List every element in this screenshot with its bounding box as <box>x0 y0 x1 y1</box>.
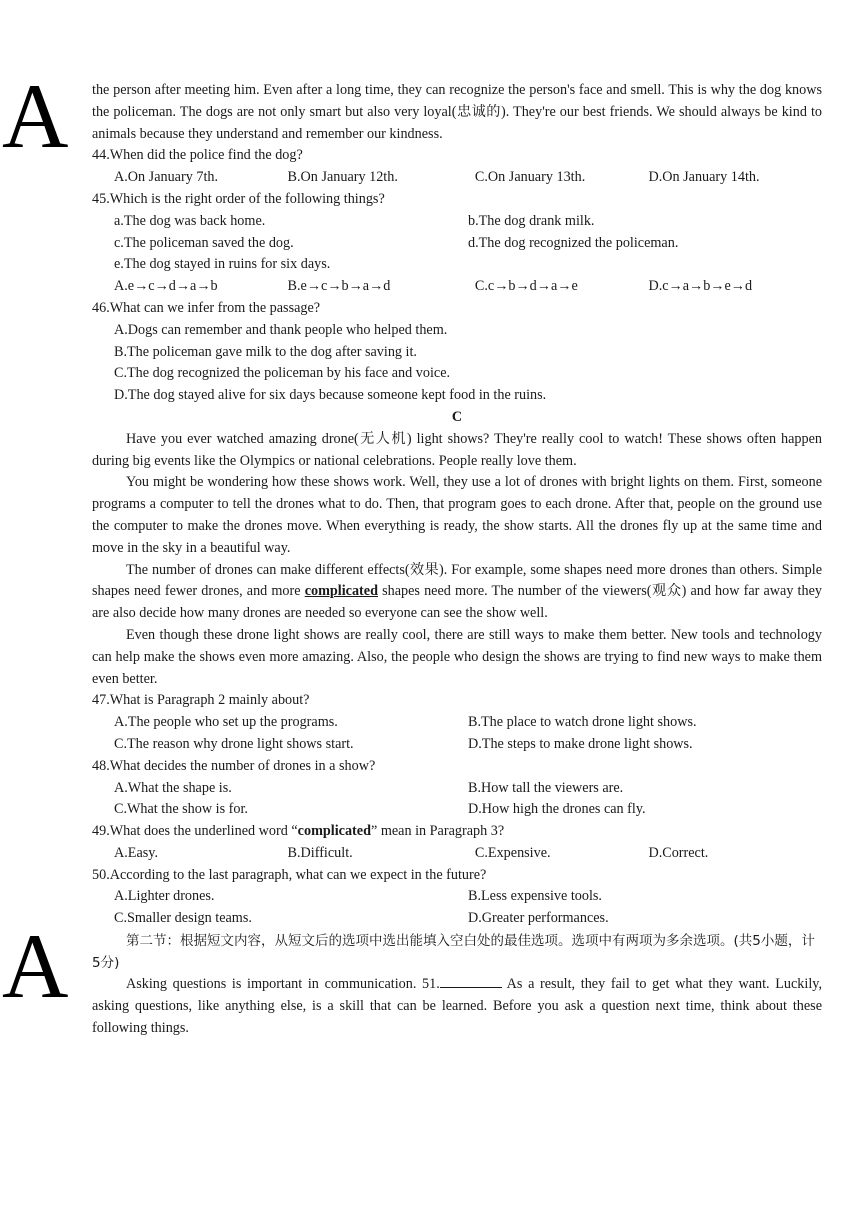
passage-c-paragraph-4: Even though these drone light shows are really cool, there are still ways to make them better. New tools and technology can help make the shows even more amazing. Also, the people who design the shows are trying to find new ways to make them even better. <box>92 626 822 687</box>
question-50 <box>92 865 822 930</box>
section-2-text-before: Asking questions is important in communication. 51. <box>126 976 440 993</box>
paragraph-3-text-after: shapes need more. The number of the viewers(观众) and how far away they are also decide how many drones are needed so everyone can see the show well. <box>92 583 822 622</box>
event-a: a.The dog was back home. <box>114 212 266 229</box>
event-d: d.The dog recognized the policeman. <box>468 234 679 251</box>
option-d[interactable]: D.The steps to make drone light shows. <box>468 735 693 752</box>
question-45-events-row-2 <box>92 233 822 255</box>
option-c[interactable]: C.Expensive. <box>474 844 551 861</box>
option-a[interactable]: A.On January 7th. <box>114 169 219 186</box>
passage-c-paragraph-2: You might be wondering how these shows work. Well, they use a lot of drones with bright lights on them. First, someone programs a computer to tell the drones what to do. Then, that program goes to each drone. After that, people on the ground use the computer to make the drones move. When everything is ready, the show starts. All the drones fly up at the same time and move in the sky in a beautiful way. <box>92 474 822 556</box>
option-a[interactable]: A.Lighter drones. <box>114 888 215 905</box>
event-b: b.The dog drank milk. <box>468 212 595 229</box>
question-45-events-row-1 <box>92 211 822 233</box>
question-49-keyword: complicated <box>297 823 371 840</box>
question-50-stem: 50.According to the last paragraph, what can we expect in the future? <box>92 866 487 883</box>
question-47-options-row-1 <box>92 712 822 734</box>
exam-page <box>92 80 822 1039</box>
section-2-text-after: As a result, they fail to get what they want. Luckily, asking questions, like anything else, is a skill that can be learned. Before you ask a question next time, think about these following things. <box>92 976 822 1036</box>
section-marker-top: A <box>2 65 69 167</box>
question-50-options-row-2 <box>92 908 822 930</box>
question-49-stem-after: ” mean in Paragraph 3? <box>370 823 505 840</box>
option-d[interactable]: D.How high the drones can fly. <box>468 801 646 818</box>
option-d[interactable]: D.On January 14th. <box>648 169 760 186</box>
question-47-stem: 47.What is Paragraph 2 mainly about? <box>92 692 310 709</box>
passage-c-paragraph-3 <box>92 560 822 625</box>
option-d[interactable]: D.c→a→b→e→d <box>648 278 753 295</box>
option-c[interactable]: C.Smaller design teams. <box>114 910 252 927</box>
section-2-passage <box>92 974 822 1039</box>
underlined-word: complicated <box>304 583 378 600</box>
option-a[interactable]: A.The people who set up the programs. <box>114 714 338 731</box>
section-2-instruction: 第二节：根据短文内容，从短文后的选项中选出能填入空白处的最佳选项。选项中有两项为多余选项。(共5小题，计5分) <box>92 933 815 972</box>
question-44-options <box>92 167 822 189</box>
section-marker-bottom: A <box>2 915 69 1017</box>
question-45-stem: 45.Which is the right order of the following things? <box>92 190 385 207</box>
option-a[interactable]: A.Dogs can remember and thank people who helped them. <box>114 321 448 338</box>
option-b[interactable]: B.On January 12th. <box>287 169 398 186</box>
option-d[interactable]: D.The dog stayed alive for six days because someone kept food in the ruins. <box>114 387 547 404</box>
question-49-options <box>92 843 822 865</box>
option-d[interactable]: D.Greater performances. <box>468 910 609 927</box>
section-2 <box>92 930 822 1039</box>
passage-c <box>92 407 822 690</box>
passage-b-ending: the person after meeting him. Even after a long time, they can recognize the person's face and smell. This is why the dog knows the policeman. The dogs are not only smart but also very loyal(忠诚的). They're our best friends. We should always be kind to animals because they understand and remember our kindness. <box>92 82 822 142</box>
question-48 <box>92 756 822 821</box>
option-b[interactable]: B.Difficult. <box>287 844 353 861</box>
option-c[interactable]: C.c→b→d→a→e <box>474 278 578 295</box>
question-46 <box>92 298 822 407</box>
option-a[interactable]: A.What the shape is. <box>114 779 232 796</box>
event-c: c.The policeman saved the dog. <box>114 234 294 251</box>
question-48-options-row-1 <box>92 778 822 800</box>
question-50-options-row-1 <box>92 886 822 908</box>
option-b[interactable]: B.How tall the viewers are. <box>468 779 624 796</box>
option-c[interactable]: C.What the show is for. <box>114 801 248 818</box>
question-49 <box>92 821 822 865</box>
question-49-stem-before: 49.What does the underlined word “ <box>92 823 298 840</box>
passage-c-paragraph-1: Have you ever watched amazing drone(无人机) light shows? They're really cool to watch! These shows often happen during big events like the Olympics or national celebrations. People really love them. <box>92 430 822 469</box>
question-48-stem: 48.What decides the number of drones in a show? <box>92 757 376 774</box>
question-49-stem <box>92 821 822 843</box>
option-b[interactable]: B.e→c→b→a→d <box>287 278 391 295</box>
question-48-options-row-2 <box>92 799 822 821</box>
question-45-options <box>92 276 822 298</box>
question-46-stem: 46.What can we infer from the passage? <box>92 299 321 316</box>
passage-c-heading: C <box>451 408 463 425</box>
option-b[interactable]: B.Less expensive tools. <box>468 888 602 905</box>
event-e: e.The dog stayed in ruins for six days. <box>114 256 331 273</box>
option-c[interactable]: C.The reason why drone light shows start. <box>114 735 354 752</box>
question-47 <box>92 690 822 755</box>
option-c[interactable]: C.On January 13th. <box>474 169 586 186</box>
option-a[interactable]: A.e→c→d→a→b <box>114 278 218 295</box>
option-d[interactable]: D.Correct. <box>648 844 709 861</box>
question-44 <box>92 145 822 189</box>
question-45 <box>92 189 822 298</box>
answer-blank-51[interactable] <box>440 975 502 988</box>
question-44-stem: 44.When did the police find the dog? <box>92 147 303 164</box>
question-47-options-row-2 <box>92 734 822 756</box>
option-a[interactable]: A.Easy. <box>114 844 158 861</box>
paragraph-3-text-before: The number of drones can make different effects(效果). For example, some shapes need more drones than others. Simple shapes need fewer drones, and more <box>92 561 822 600</box>
option-c[interactable]: C.The dog recognized the policeman by his face and voice. <box>114 365 451 382</box>
option-b[interactable]: B.The policeman gave milk to the dog after saving it. <box>114 343 417 360</box>
option-b[interactable]: B.The place to watch drone light shows. <box>468 714 697 731</box>
